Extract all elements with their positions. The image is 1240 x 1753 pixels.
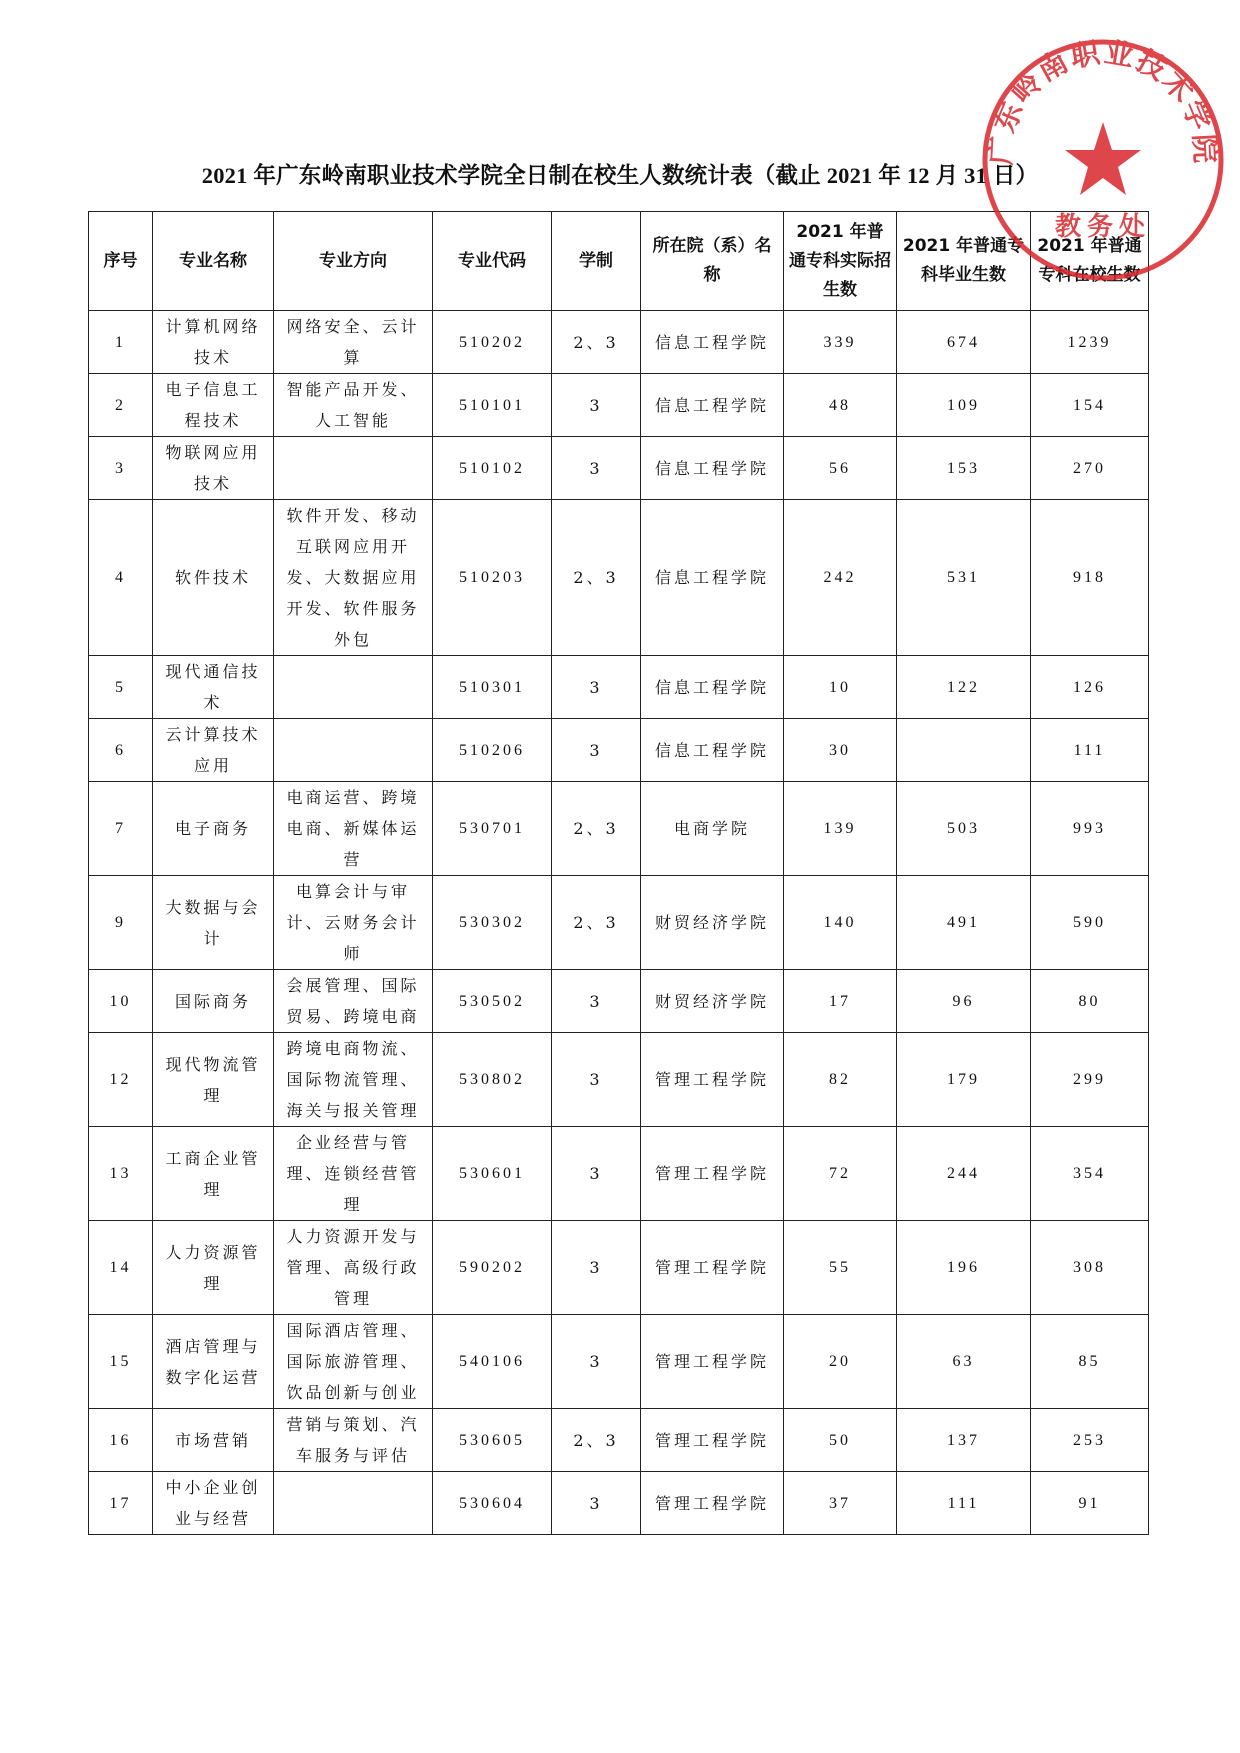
table-row — [89, 1409, 1149, 1472]
cell-years: 3 — [552, 374, 641, 437]
cell-code: 530701 — [433, 782, 552, 876]
cell-enroll: 10 — [784, 656, 897, 719]
cell-current: 154 — [1031, 374, 1149, 437]
cell-code: 540106 — [433, 1315, 552, 1409]
cell-enroll: 30 — [784, 719, 897, 782]
header-no: 序号 — [89, 212, 153, 311]
cell-no: 7 — [89, 782, 153, 876]
header-direction: 专业方向 — [274, 212, 433, 311]
cell-enroll: 37 — [784, 1472, 897, 1535]
cell-direction: 跨境电商物流、国际物流管理、海关与报关管理 — [274, 1033, 433, 1127]
cell-current: 253 — [1031, 1409, 1149, 1472]
table-row — [89, 500, 1149, 656]
cell-years: 2、3 — [552, 876, 641, 970]
cell-name: 市场营销 — [153, 1409, 274, 1472]
cell-current: 354 — [1031, 1127, 1149, 1221]
cell-current: 91 — [1031, 1472, 1149, 1535]
table-row — [89, 374, 1149, 437]
cell-code: 530601 — [433, 1127, 552, 1221]
cell-current: 80 — [1031, 970, 1149, 1033]
header-row — [89, 212, 1149, 311]
cell-grad: 153 — [897, 437, 1031, 500]
cell-dept: 财贸经济学院 — [641, 876, 784, 970]
table-row — [89, 1033, 1149, 1127]
cell-years: 3 — [552, 970, 641, 1033]
cell-code: 510203 — [433, 500, 552, 656]
cell-years: 3 — [552, 1221, 641, 1315]
cell-name: 现代物流管理 — [153, 1033, 274, 1127]
cell-code: 590202 — [433, 1221, 552, 1315]
cell-name: 电子商务 — [153, 782, 274, 876]
cell-enroll: 242 — [784, 500, 897, 656]
cell-dept: 管理工程学院 — [641, 1033, 784, 1127]
cell-enroll: 72 — [784, 1127, 897, 1221]
cell-code: 510206 — [433, 719, 552, 782]
table-row — [89, 1221, 1149, 1315]
header-enroll: 2021 年普通专科实际招生数 — [784, 212, 897, 311]
cell-no: 6 — [89, 719, 153, 782]
cell-code: 530802 — [433, 1033, 552, 1127]
cell-no: 2 — [89, 374, 153, 437]
cell-grad: 122 — [897, 656, 1031, 719]
cell-enroll: 55 — [784, 1221, 897, 1315]
cell-years: 3 — [552, 656, 641, 719]
cell-name: 计算机网络技术 — [153, 311, 274, 374]
table-row — [89, 1315, 1149, 1409]
cell-code: 530502 — [433, 970, 552, 1033]
cell-grad: 63 — [897, 1315, 1031, 1409]
table-row — [89, 311, 1149, 374]
cell-direction: 电商运营、跨境电商、新媒体运营 — [274, 782, 433, 876]
cell-current: 270 — [1031, 437, 1149, 500]
header-current: 2021 年普通专科在校生数 — [1031, 212, 1149, 311]
cell-name: 软件技术 — [153, 500, 274, 656]
cell-no: 17 — [89, 1472, 153, 1535]
cell-grad: 196 — [897, 1221, 1031, 1315]
cell-no: 12 — [89, 1033, 153, 1127]
header-years: 学制 — [552, 212, 641, 311]
cell-no: 15 — [89, 1315, 153, 1409]
cell-direction — [274, 437, 433, 500]
cell-no: 5 — [89, 656, 153, 719]
cell-dept: 电商学院 — [641, 782, 784, 876]
cell-no: 14 — [89, 1221, 153, 1315]
seal-sub-text: 教务处 — [1054, 212, 1152, 242]
cell-code: 530604 — [433, 1472, 552, 1535]
cell-enroll: 50 — [784, 1409, 897, 1472]
cell-no: 9 — [89, 876, 153, 970]
cell-direction: 智能产品开发、人工智能 — [274, 374, 433, 437]
cell-name: 工商企业管理 — [153, 1127, 274, 1221]
cell-enroll: 56 — [784, 437, 897, 500]
table-row — [89, 719, 1149, 782]
cell-current: 590 — [1031, 876, 1149, 970]
cell-code: 530605 — [433, 1409, 552, 1472]
cell-no: 16 — [89, 1409, 153, 1472]
statistics-table — [88, 211, 1152, 1535]
cell-code: 510202 — [433, 311, 552, 374]
cell-enroll: 82 — [784, 1033, 897, 1127]
cell-current: 308 — [1031, 1221, 1149, 1315]
table-row — [89, 1472, 1149, 1535]
cell-years: 2、3 — [552, 311, 641, 374]
cell-code: 510301 — [433, 656, 552, 719]
cell-enroll: 140 — [784, 876, 897, 970]
cell-current: 918 — [1031, 500, 1149, 656]
cell-name: 电子信息工程技术 — [153, 374, 274, 437]
cell-current: 126 — [1031, 656, 1149, 719]
cell-dept: 信息工程学院 — [641, 500, 784, 656]
seal-arc-text: 广东岭南职业技术学院 — [983, 34, 1223, 166]
cell-name: 物联网应用技术 — [153, 437, 274, 500]
cell-enroll: 20 — [784, 1315, 897, 1409]
cell-grad: 491 — [897, 876, 1031, 970]
cell-name: 人力资源管理 — [153, 1221, 274, 1315]
cell-dept: 管理工程学院 — [641, 1409, 784, 1472]
svg-text:广东岭南职业技术学院 — [983, 35, 1222, 166]
cell-current: 85 — [1031, 1315, 1149, 1409]
cell-code: 510101 — [433, 374, 552, 437]
cell-no: 1 — [89, 311, 153, 374]
cell-dept: 财贸经济学院 — [641, 970, 784, 1033]
cell-name: 现代通信技术 — [153, 656, 274, 719]
cell-code: 510102 — [433, 437, 552, 500]
cell-direction: 营销与策划、汽车服务与评估 — [274, 1409, 433, 1472]
cell-name: 中小企业创业与经营 — [153, 1472, 274, 1535]
page-title: 2021 年广东岭南职业技术学院全日制在校生人数统计表（截止 2021 年 12 月 31 日） — [201, 163, 1039, 188]
cell-direction: 网络安全、云计算 — [274, 311, 433, 374]
cell-grad: 111 — [897, 1472, 1031, 1535]
cell-enroll: 139 — [784, 782, 897, 876]
cell-dept: 信息工程学院 — [641, 656, 784, 719]
cell-dept: 信息工程学院 — [641, 374, 784, 437]
cell-dept: 信息工程学院 — [641, 311, 784, 374]
cell-grad: 244 — [897, 1127, 1031, 1221]
cell-grad — [897, 719, 1031, 782]
cell-grad: 137 — [897, 1409, 1031, 1472]
table-row — [89, 1127, 1149, 1221]
cell-direction — [274, 1472, 433, 1535]
header-dept: 所在院（系）名称 — [641, 212, 784, 311]
cell-grad: 531 — [897, 500, 1031, 656]
cell-name: 云计算技术应用 — [153, 719, 274, 782]
cell-name: 大数据与会计 — [153, 876, 274, 970]
cell-years: 2、3 — [552, 500, 641, 656]
cell-direction — [274, 656, 433, 719]
header-code: 专业代码 — [433, 212, 552, 311]
cell-current: 1239 — [1031, 311, 1149, 374]
cell-dept: 管理工程学院 — [641, 1127, 784, 1221]
cell-current: 111 — [1031, 719, 1149, 782]
cell-direction: 会展管理、国际贸易、跨境电商 — [274, 970, 433, 1033]
cell-direction — [274, 719, 433, 782]
cell-years: 3 — [552, 1033, 641, 1127]
cell-no: 3 — [89, 437, 153, 500]
cell-years: 3 — [552, 1127, 641, 1221]
cell-enroll: 48 — [784, 374, 897, 437]
cell-years: 3 — [552, 1472, 641, 1535]
table-row — [89, 782, 1149, 876]
table-row — [89, 876, 1149, 970]
cell-direction: 软件开发、移动互联网应用开发、大数据应用开发、软件服务外包 — [274, 500, 433, 656]
cell-direction: 电算会计与审计、云财务会计师 — [274, 876, 433, 970]
cell-grad: 96 — [897, 970, 1031, 1033]
cell-direction: 企业经营与管理、连锁经营管理 — [274, 1127, 433, 1221]
table-row — [89, 970, 1149, 1033]
cell-no: 4 — [89, 500, 153, 656]
cell-years: 2、3 — [552, 782, 641, 876]
cell-enroll: 339 — [784, 311, 897, 374]
cell-dept: 管理工程学院 — [641, 1472, 784, 1535]
cell-name: 国际商务 — [153, 970, 274, 1033]
cell-name: 酒店管理与数字化运营 — [153, 1315, 274, 1409]
cell-direction: 国际酒店管理、国际旅游管理、饮品创新与创业 — [274, 1315, 433, 1409]
cell-years: 3 — [552, 1315, 641, 1409]
cell-direction: 人力资源开发与管理、高级行政管理 — [274, 1221, 433, 1315]
cell-dept: 信息工程学院 — [641, 719, 784, 782]
cell-dept: 管理工程学院 — [641, 1221, 784, 1315]
header-name: 专业名称 — [153, 212, 274, 311]
cell-dept: 信息工程学院 — [641, 437, 784, 500]
table-row — [89, 437, 1149, 500]
cell-grad: 109 — [897, 374, 1031, 437]
cell-years: 2、3 — [552, 1409, 641, 1472]
cell-current: 299 — [1031, 1033, 1149, 1127]
table-row — [89, 656, 1149, 719]
cell-dept: 管理工程学院 — [641, 1315, 784, 1409]
cell-code: 530302 — [433, 876, 552, 970]
cell-grad: 179 — [897, 1033, 1031, 1127]
cell-enroll: 17 — [784, 970, 897, 1033]
header-grad: 2021 年普通专科毕业生数 — [897, 212, 1031, 311]
cell-current: 993 — [1031, 782, 1149, 876]
cell-grad: 674 — [897, 311, 1031, 374]
cell-years: 3 — [552, 719, 641, 782]
cell-grad: 503 — [897, 782, 1031, 876]
cell-no: 10 — [89, 970, 153, 1033]
cell-years: 3 — [552, 437, 641, 500]
cell-no: 13 — [89, 1127, 153, 1221]
